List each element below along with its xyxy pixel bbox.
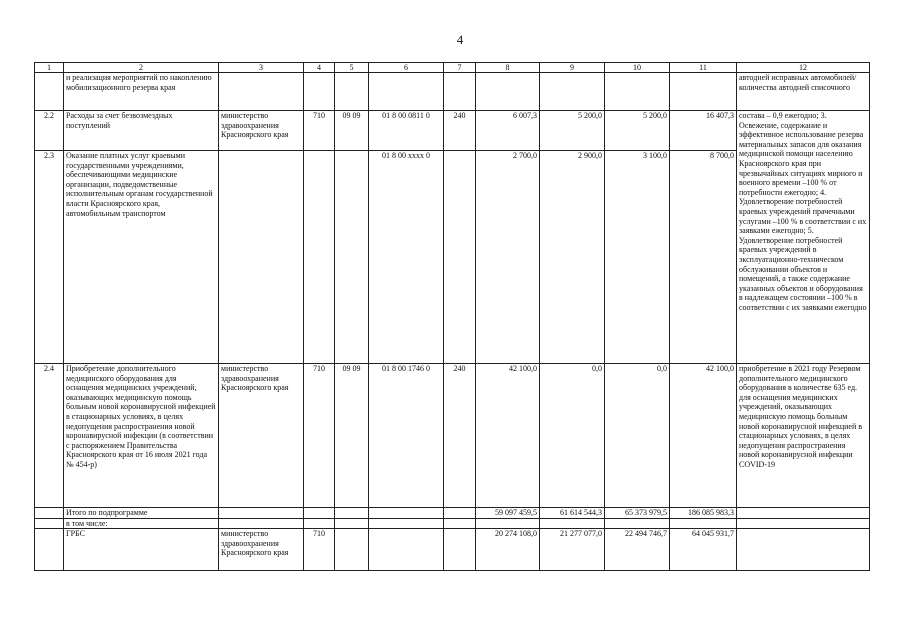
- col-num-5: 5: [335, 63, 369, 73]
- row-number: 2.4: [35, 364, 64, 508]
- table-row-continuation: [35, 73, 870, 111]
- measure-name: Приобретение дополнительного медицинского оборудования для оснащения медицинских учреждений, оказывающих медицинскую помощь больным новой коронавирусной инфекцией в стационарных условиях, в целях недопущения распространения новой коронавирусной инфекции (в соответствии с распоряжением Правительства Красноярского края от 16 июля 2021 года № 454-р): [64, 364, 219, 508]
- section-code: 09 09: [335, 111, 369, 151]
- table-row-2-2: [35, 111, 870, 151]
- table-row-total: [35, 508, 870, 519]
- section-code: 09 09: [335, 364, 369, 508]
- amount-2023: 5 200,0: [605, 111, 670, 151]
- measure-name: Оказание платных услуг краевыми государственными учреждениями, обеспечивающими медицинские организации, подведомственные исполнительным органам государственной власти Красноярского края, автомобильным транспортом: [64, 151, 219, 364]
- grbs-code: 710: [304, 529, 335, 571]
- total-2023: 65 373 979,5: [605, 508, 670, 519]
- amount-total: 8 700,0: [670, 151, 737, 364]
- column-number-row: [35, 63, 870, 73]
- col-num-10: 10: [605, 63, 670, 73]
- col-num-7: 7: [444, 63, 476, 73]
- budget-table: [34, 62, 870, 571]
- expense-type-code: 240: [444, 111, 476, 151]
- target-article-code: 01 8 00 1746 0: [369, 364, 444, 508]
- col-num-1: 1: [35, 63, 64, 73]
- amount-total: 42 100,0: [670, 364, 737, 508]
- expense-type-code: 240: [444, 364, 476, 508]
- target-article-code: 01 8 00 хххх 0: [369, 151, 444, 364]
- table-row-including: [35, 518, 870, 529]
- grbs-name: министерство здравоохранения Красноярского края: [219, 111, 304, 151]
- amount-2021: 6 007,3: [476, 111, 540, 151]
- col-num-11: 11: [670, 63, 737, 73]
- col-num-3: 3: [219, 63, 304, 73]
- grbs-label: ГРБС: [64, 529, 219, 571]
- amount-2022: 5 200,0: [540, 111, 605, 151]
- row-number: 2.3: [35, 151, 64, 364]
- amount-2023: 0,0: [605, 364, 670, 508]
- grbs-code: 710: [304, 111, 335, 151]
- expected-results: приобретение в 2021 году Резервом дополнительного медицинского оборудования в количестве 635 ед. для оснащения медицинских учреждений, оказывающих медицинскую помощь больным новой коронавирусной инфекцией в стационарных условиях, в целях недопущения распространения новой коронавирусной инфекции COVID-19: [737, 364, 870, 508]
- row-number: 2.2: [35, 111, 64, 151]
- expected-results: состава – 0,9 ежегодно; 3. Освежение, содержание и эффективное использование резерва материальных запасов для оказания медицинской помощи населению Красноярского края при чрезвычайных ситуациях мирного и военного времени –100 % от потребности ежегодно; 4. Удовлетворение потребностей краевых учреждений прачечными услугами –100 % в соответствии с их заявками ежегодно; 5. Удовлетворение потребностей краевых учреждений в эксплуатационно-техническом обслуживании объектов и помещений, а также содержание указанных объектов и оборудования в надлежащем состоянии –100 % в соответствии с их заявками ежегодно: [737, 111, 870, 364]
- amount-2021: 2 700,0: [476, 151, 540, 364]
- total-2022: 61 614 544,3: [540, 508, 605, 519]
- col-num-12: 12: [737, 63, 870, 73]
- col-num-2: 2: [64, 63, 219, 73]
- grbs-2021: 20 274 108,0: [476, 529, 540, 571]
- grbs-sum: 64 045 931,7: [670, 529, 737, 571]
- col-num-6: 6: [369, 63, 444, 73]
- including-label: в том числе:: [64, 518, 219, 529]
- amount-2021: 42 100,0: [476, 364, 540, 508]
- total-2021: 59 097 459,5: [476, 508, 540, 519]
- result-continuation: автодней исправных автомобилей/количества автодней списочного: [737, 73, 870, 111]
- grbs-2023: 22 494 746,7: [605, 529, 670, 571]
- table-row-2-4: [35, 364, 870, 508]
- page-number: 4: [456, 32, 464, 47]
- table-row-grbs: [35, 529, 870, 571]
- measure-name: Расходы за счет безвозмездных поступлений: [64, 111, 219, 151]
- grbs-name: министерство здравоохранения Красноярского края: [219, 529, 304, 571]
- total-label: Итого по подпрограмме: [64, 508, 219, 519]
- target-article-code: 01 8 00 0811 0: [369, 111, 444, 151]
- grbs-code: 710: [304, 364, 335, 508]
- col-num-8: 8: [476, 63, 540, 73]
- total-sum: 186 085 983,3: [670, 508, 737, 519]
- col-num-9: 9: [540, 63, 605, 73]
- amount-2023: 3 100,0: [605, 151, 670, 364]
- amount-2022: 2 900,0: [540, 151, 605, 364]
- amount-total: 16 407,3: [670, 111, 737, 151]
- grbs-2022: 21 277 077,0: [540, 529, 605, 571]
- measure-name-continuation: и реализация мероприятий по накоплению мобилизационного резерва края: [64, 73, 219, 111]
- amount-2022: 0,0: [540, 364, 605, 508]
- col-num-4: 4: [304, 63, 335, 73]
- grbs-name: министерство здравоохранения Красноярского края: [219, 364, 304, 508]
